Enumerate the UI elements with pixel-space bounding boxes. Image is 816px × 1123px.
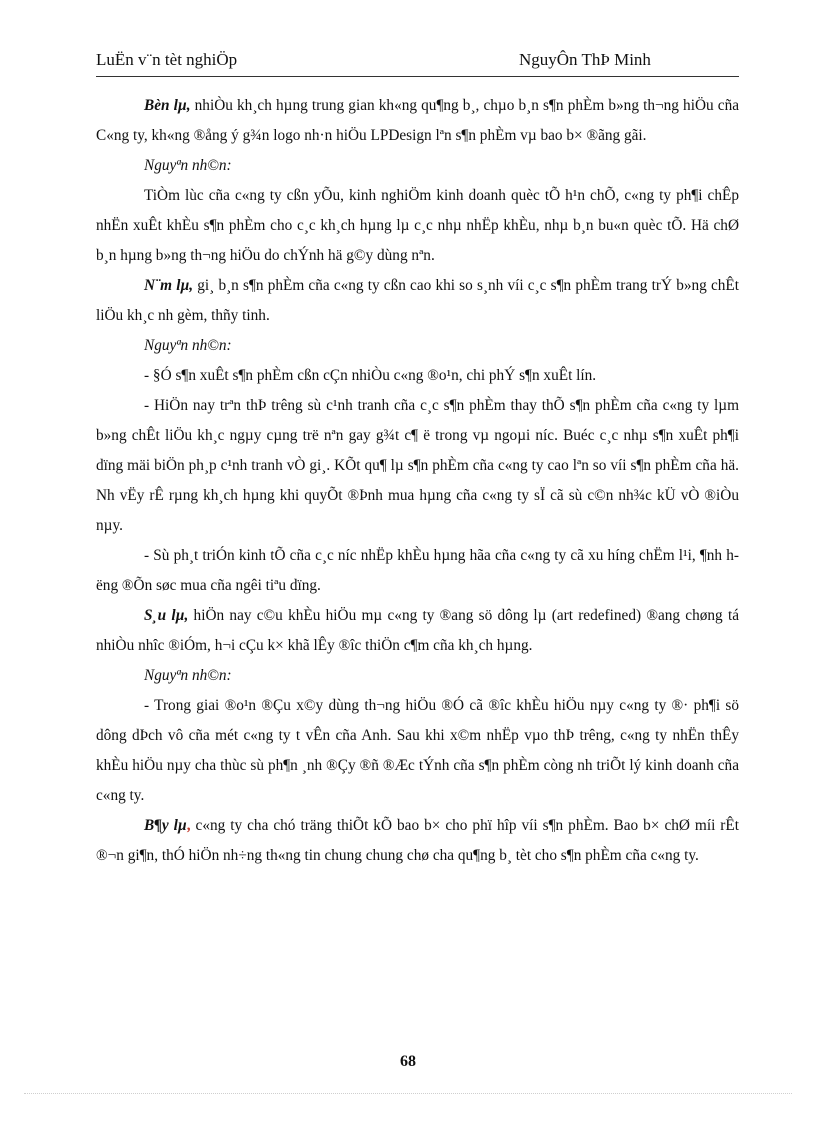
lead-comma: , [186, 817, 191, 834]
paragraph: - Sù ph¸t triÓn kinh tÕ cña c¸c níc nhËp khÈu hµng hãa cña c«ng ty cã xu híng chËm l¹i, ¶nh hëng ®Õn søc mua cña ngêi tiªu dïng. [96, 547, 739, 594]
paragraph [96, 91, 739, 151]
paragraph-lead: S¸u lµ, [144, 607, 189, 624]
paragraph: - §Ó s¶n xuÊt s¶n phÈm cßn cÇn nhiÒu c«ng ®o¹n, chi phÝ s¶n xuÊt lín. [144, 367, 597, 384]
body-text [96, 91, 739, 871]
paragraph [96, 271, 739, 331]
paragraph: - Trong giai ®o¹n ®Çu x©y dùng th¬ng hiÖu ®Ó cã ®îc khÈu hiÖu nµy c«ng ty ®· ph¶i sö dông dÞch vô cña mét c«ng ty t vÊn cña Anh. Sau khi x©m nhËp vµo thÞ trêng, c«ng ty nhËn thÊy khÈu hiÖu nµy cha thùc sù ph¶n ¸nh ®Çy ®ñ ®Æc tÝnh cña s¶n phÈm còng nh triÕt lý kinh doanh cña c«ng ty. [96, 697, 739, 804]
paragraph: TiÒm lùc cña c«ng ty cßn yÕu, kinh nghiÖm kinh doanh quèc tÕ h¹n chÕ, c«ng ty ph¶i chÊp nhËn xuÊt khÈu s¶n phÈm cho c¸c kh¸ch hµng lµ c¸c nhµ nhËp khÈu, nhµ b¸n bu«n quèc tÕ. Hä chØ b¸n hµng b»ng th¬ng hiÖu do chÝnh hä g©y dùng nªn. [96, 187, 739, 264]
section-heading: Nguyªn nh©n: [144, 157, 232, 174]
paragraph-text: gi¸ b¸n s¶n phÈm cña c«ng ty cßn cao khi so s¸nh víi c¸c s¶n phÈm trang trÝ b»ng chÊt liÖu kh¸c nh gèm, thñy tinh. [96, 277, 739, 324]
paragraph: - HiÖn nay trªn thÞ trêng sù c¹nh tranh cña c¸c s¶n phÈm thay thÕ s¶n phÈm cña c«ng ty lµm b»ng chÊt liÖu kh¸c ngµy cµng trë nªn gay g¾t c¶ ë trong vµ ngoµi níc. Buéc c¸c nhµ s¶n xuÊt ph¶i dïng mäi biÖn ph¸p c¹nh tranh vÒ gi¸. KÕt qu¶ lµ s¶n phÈm cña c«ng ty cao lªn so víi s¶n phÈm cña hä. Nh vËy rÊ rµng kh¸ch hµng khi quyÕt ®Þnh mua hµng cña c«ng ty sÏ cã sù c©n nh¾c kÜ vÒ ®iÒu nµy. [96, 397, 739, 534]
thesis-title: LuËn v¨n tèt nghiÖp [96, 50, 238, 69]
footer-divider [24, 1093, 792, 1094]
page-number: 68 [400, 1053, 416, 1070]
paragraph-lead: N¨m lµ, [144, 277, 194, 294]
author-name: NguyÔn ThÞ Minh [519, 50, 651, 69]
paragraph-lead: Bèn lµ, [144, 97, 191, 114]
paragraph-text: nhiÒu kh¸ch hµng trung gian kh«ng qu¶ng b¸, chµo b¸n s¶n phÈm b»ng th¬ng hiÖu cña C«ng ty, kh«ng ®ång ý g¾n logo nh·n hiÖu LPDesign lªn s¶n phÈm vµ bao b× ®ãng gãi. [96, 97, 740, 144]
section-heading: Nguyªn nh©n: [144, 337, 232, 354]
page-header [96, 48, 739, 77]
paragraph-text: c«ng ty cha chó träng thiÕt kÕ bao b× cho phï hîp víi s¶n phÈm. Bao b× chØ míi rÊt ®¬n gi¶n, thÓ hiÖn nh÷ng th«ng tin chung chung chø cha qu¶ng b¸ tèt cho s¶n phÈm cña c«ng ty. [96, 817, 740, 864]
section-heading: Nguyªn nh©n: [144, 667, 232, 684]
paragraph-lead: B¶y lµ [144, 817, 187, 834]
paragraph-text: hiÖn nay c©u khÈu hiÖu mµ c«ng ty ®ang sö dông lµ (art redefined) ®ang chøng tá nhiÒu nhîc ®iÓm, h¬i cÇu k× khã lÊy ®îc thiÖn c¶m cña kh¸ch hµng. [96, 607, 740, 654]
paragraph [96, 601, 739, 661]
paragraph [96, 811, 739, 871]
